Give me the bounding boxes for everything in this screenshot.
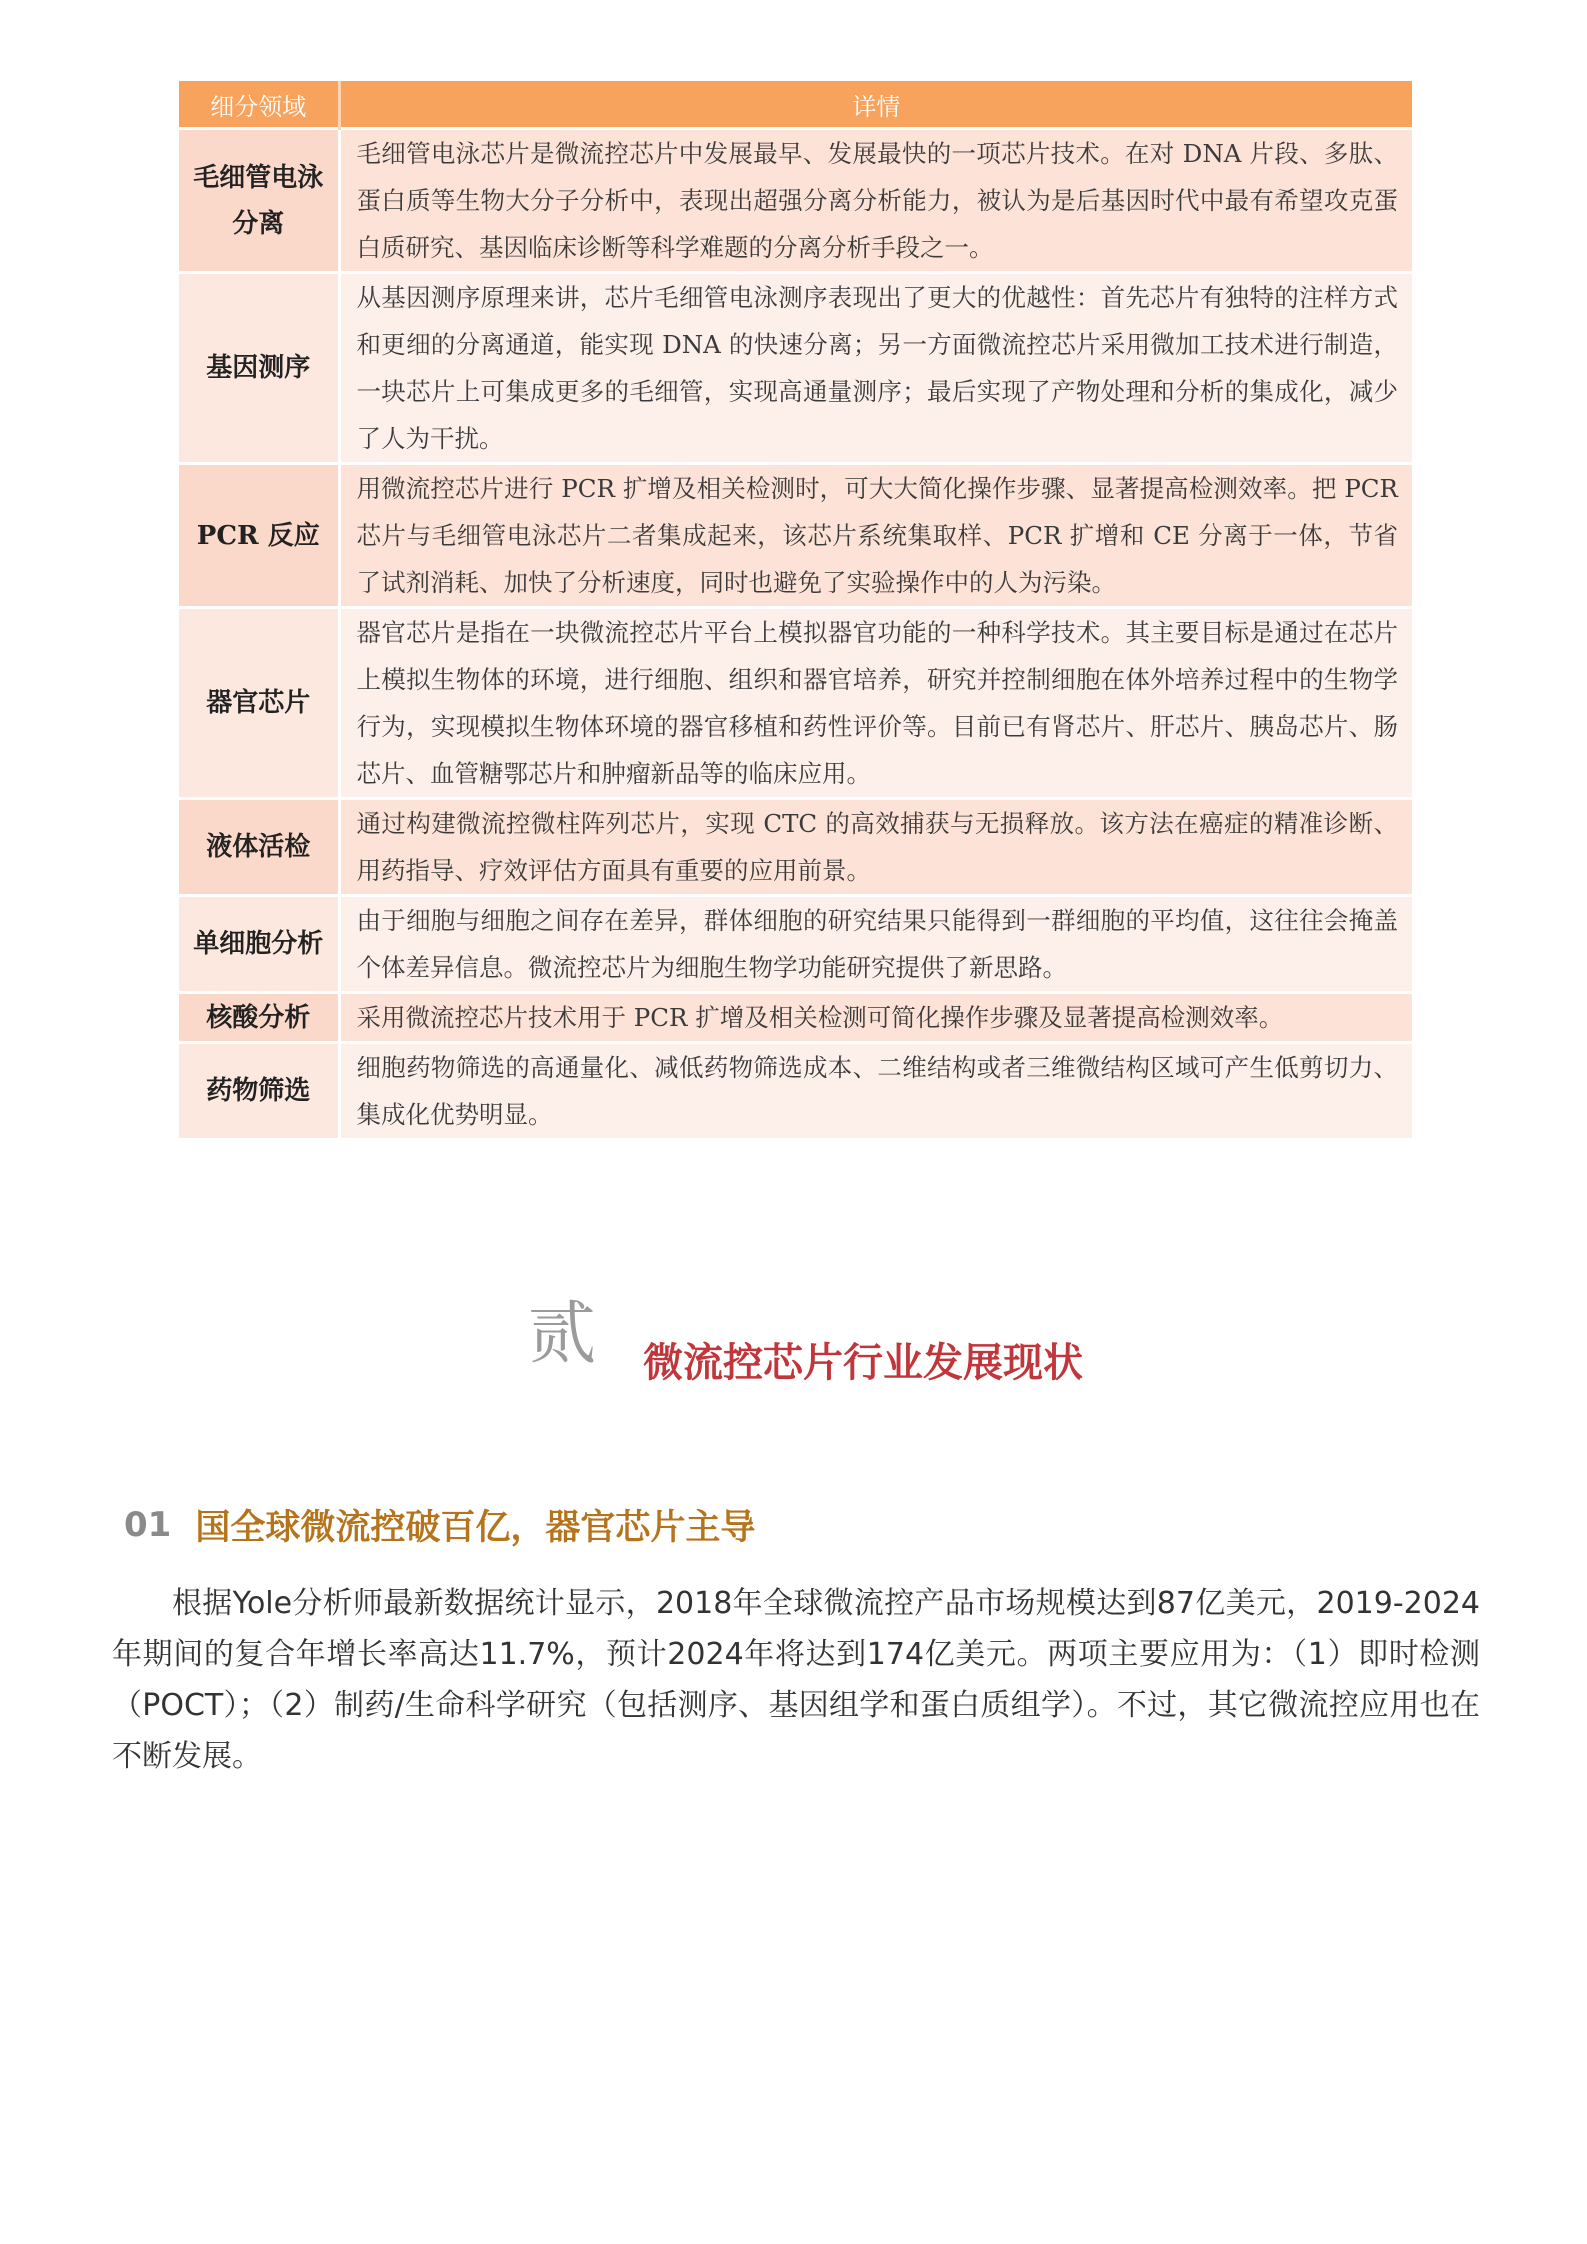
header-detail: 详情 bbox=[339, 81, 1412, 129]
row-field: 液体活检 bbox=[179, 799, 339, 896]
table-row bbox=[179, 273, 1412, 464]
table-row bbox=[179, 799, 1412, 896]
row-detail: 毛细管电泳芯片是微流控芯片中发展最早、发展最快的一项芯片技术。在对 DNA 片段、多肽、蛋白质等生物大分子分析中，表现出超强分离分析能力，被认为是后基因时代中最有希望攻克蛋白质研究、基因临床诊断等科学难题的分离分析手段之一。 bbox=[339, 129, 1412, 273]
row-field: 药物筛选 bbox=[179, 1043, 339, 1139]
row-detail: 通过构建微流控微柱阵列芯片，实现 CTC 的高效捕获与无损释放。该方法在癌症的精准诊断、用药指导、疗效评估方面具有重要的应用前景。 bbox=[339, 799, 1412, 896]
row-field: 基因测序 bbox=[179, 273, 339, 464]
row-detail: 从基因测序原理来讲，芯片毛细管电泳测序表现出了更大的优越性：首先芯片有独特的注样方式和更细的分离通道，能实现 DNA 的快速分离；另一方面微流控芯片采用微加工技术进行制造，一块芯片上可集成更多的毛细管，实现高通量测序；最后实现了产物处理和分析的集成化，减少了人为干扰。 bbox=[339, 273, 1412, 464]
row-detail: 由于细胞与细胞之间存在差异，群体细胞的研究结果只能得到一群细胞的平均值，这往往会掩盖个体差异信息。微流控芯片为细胞生物学功能研究提供了新思路。 bbox=[339, 896, 1412, 993]
subsection-number: 01 bbox=[124, 1505, 172, 1545]
segment-table bbox=[179, 81, 1412, 1138]
row-detail: 细胞药物筛选的高通量化、减低药物筛选成本、二维结构或者三维微结构区域可产生低剪切力、集成化优势明显。 bbox=[339, 1043, 1412, 1139]
table-header-row bbox=[179, 81, 1412, 129]
row-field: 毛细管电泳分离 bbox=[179, 129, 339, 273]
table-row bbox=[179, 896, 1412, 993]
table-row bbox=[179, 608, 1412, 799]
segment-table-container bbox=[179, 81, 1412, 1138]
header-field: 细分领域 bbox=[179, 81, 339, 129]
row-field: 核酸分析 bbox=[179, 993, 339, 1043]
row-field: PCR 反应 bbox=[179, 464, 339, 608]
section-number: 贰 bbox=[528, 1295, 597, 1374]
row-detail: 用微流控芯片进行 PCR 扩增及相关检测时，可大大简化操作步骤、显著提高检测效率。把 PCR 芯片与毛细管电泳芯片二者集成起来，该芯片系统集取样、PCR 扩增和 CE 分离于一体，节省了试剂消耗、加快了分析速度，同时也避免了实验操作中的人为污染。 bbox=[339, 464, 1412, 608]
row-detail: 器官芯片是指在一块微流控芯片平台上模拟器官功能的一种科学技术。其主要目标是通过在芯片上模拟生物体的环境，进行细胞、组织和器官培养，研究并控制细胞在体外培养过程中的生物学行为，实现模拟生物体环境的器官移植和药性评价等。目前已有肾芯片、肝芯片、胰岛芯片、肠芯片、血管糖鄂芯片和肿瘤新品等的临床应用。 bbox=[339, 608, 1412, 799]
section-title: 微流控芯片行业发展现状 bbox=[643, 1340, 1083, 1386]
row-field: 器官芯片 bbox=[179, 608, 339, 799]
subsection-title: 国全球微流控破百亿，器官芯片主导 bbox=[195, 1508, 756, 1548]
table-row bbox=[179, 1043, 1412, 1139]
table-row bbox=[179, 129, 1412, 273]
row-detail: 采用微流控芯片技术用于 PCR 扩增及相关检测可简化操作步骤及显著提高检测效率。 bbox=[339, 993, 1412, 1043]
body-paragraph: 根据Yole分析师最新数据统计显示，2018年全球微流控产品市场规模达到87亿美元，2019-2024年期间的复合年增长率高达11.7%，预计2024年将达到174亿美元。两项主要应用为：（1）即时检测（POCT）；（2）制药/生命科学研究（包括测序、基因组学和蛋白质组学）。不过，其它微流控应用也在不断发展。 bbox=[112, 1586, 1480, 1774]
table-row bbox=[179, 464, 1412, 608]
section-heading bbox=[0, 1295, 1587, 1405]
table-row bbox=[179, 993, 1412, 1043]
row-field: 单细胞分析 bbox=[179, 896, 339, 993]
subsection-heading bbox=[124, 1500, 755, 1560]
